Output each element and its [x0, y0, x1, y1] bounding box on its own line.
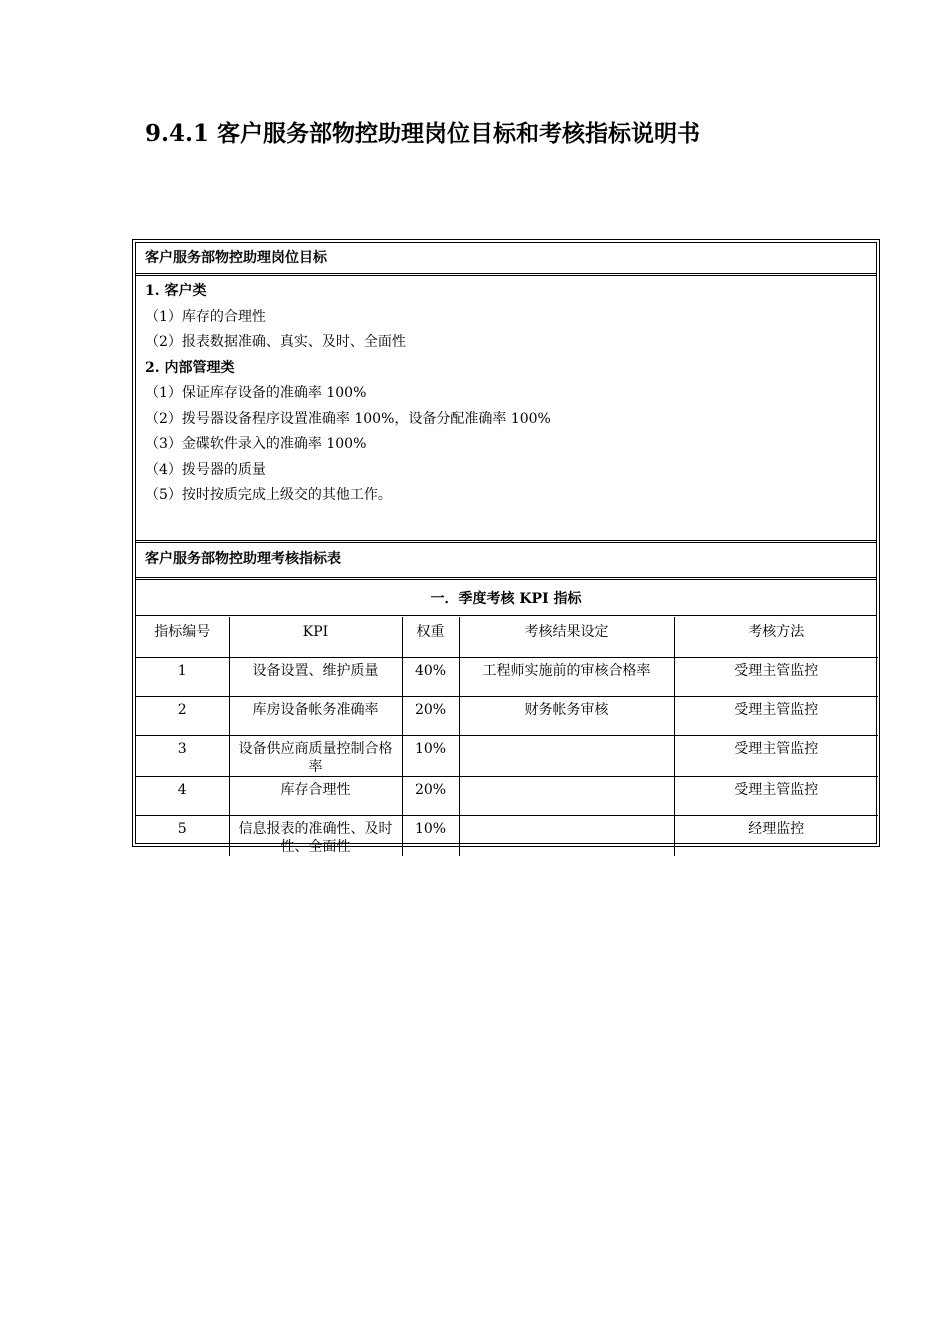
table-row — [136, 776, 878, 815]
goal-category: 1. 客户类 — [145, 283, 207, 299]
goal-item: （1）库存的合理性 — [145, 308, 266, 325]
column-header: KPI — [229, 617, 402, 657]
kpi-name-cell: 设备设置、维护质量 — [229, 657, 402, 696]
kpi-name-cell: 设备供应商质量控制合格率 — [229, 735, 402, 776]
kpi-name-cell: 库存合理性 — [229, 776, 402, 815]
table-row — [136, 815, 878, 856]
kpi-result-cell: 财务帐务审核 — [459, 696, 674, 735]
goal-item: （4）拨号器的质量 — [145, 461, 266, 478]
kpi-method-cell: 受理主管监控 — [674, 696, 878, 735]
kpi-id-cell: 2 — [136, 696, 229, 735]
kpi-weight-cell: 40% — [402, 657, 459, 696]
kpi-result-cell: 工程师实施前的审核合格率 — [459, 657, 674, 696]
document-title: 9.4.1 客户服务部物控助理岗位目标和考核指标说明书 — [145, 120, 701, 147]
table-row — [136, 657, 878, 696]
kpi-method-cell: 受理主管监控 — [674, 735, 878, 776]
kpi-result-cell — [459, 815, 674, 856]
kpi-header-row — [136, 617, 878, 657]
divider — [136, 273, 876, 276]
assessment-table — [135, 242, 877, 855]
column-header: 考核结果设定 — [459, 617, 674, 657]
divider — [136, 615, 876, 616]
goals-list — [145, 279, 551, 509]
kpi-result-cell — [459, 776, 674, 815]
goal-item: （3）金碟软件录入的准确率 100% — [145, 436, 367, 452]
assessment-table-frame — [132, 239, 880, 855]
table-row — [136, 696, 878, 735]
goal-item: （1）保证库存设备的准确率 100% — [145, 385, 367, 401]
column-header: 指标编号 — [136, 617, 229, 657]
kpi-id-cell: 3 — [136, 735, 229, 776]
kpi-name-cell: 库房设备帐务准确率 — [229, 696, 402, 735]
kpi-name-cell: 信息报表的准确性、及时性、全面性 — [229, 815, 402, 856]
table-row — [136, 735, 878, 776]
kpi-table — [136, 617, 878, 856]
divider — [136, 577, 876, 580]
kpi-method-cell: 受理主管监控 — [674, 776, 878, 815]
kpi-method-cell: 受理主管监控 — [674, 657, 878, 696]
kpi-weight-cell: 10% — [402, 735, 459, 776]
kpi-weight-cell: 20% — [402, 696, 459, 735]
kpi-subheading: 一．季度考核 KPI 指标 — [430, 591, 582, 607]
goal-item: （5）按时按质完成上级交的其他工作。 — [145, 487, 392, 503]
goal-category: 2. 内部管理类 — [145, 359, 235, 376]
kpi-id-cell: 5 — [136, 815, 229, 856]
column-header: 考核方法 — [674, 617, 878, 657]
goal-item: （2）拨号器设备程序设置准确率 100%，设备分配准确率 100% — [145, 410, 551, 427]
kpi-section-heading: 客户服务部物控助理考核指标表 — [145, 551, 341, 567]
kpi-id-cell: 4 — [136, 776, 229, 815]
divider — [136, 540, 876, 543]
goal-item: （2）报表数据准确、真实、及时、全面性 — [145, 334, 406, 350]
kpi-weight-cell: 20% — [402, 776, 459, 815]
kpi-result-cell — [459, 735, 674, 776]
kpi-weight-cell: 10% — [402, 815, 459, 856]
column-header: 权重 — [402, 617, 459, 657]
kpi-method-cell: 经理监控 — [674, 815, 878, 856]
goals-section-heading: 客户服务部物控助理岗位目标 — [145, 250, 327, 266]
kpi-id-cell: 1 — [136, 657, 229, 696]
